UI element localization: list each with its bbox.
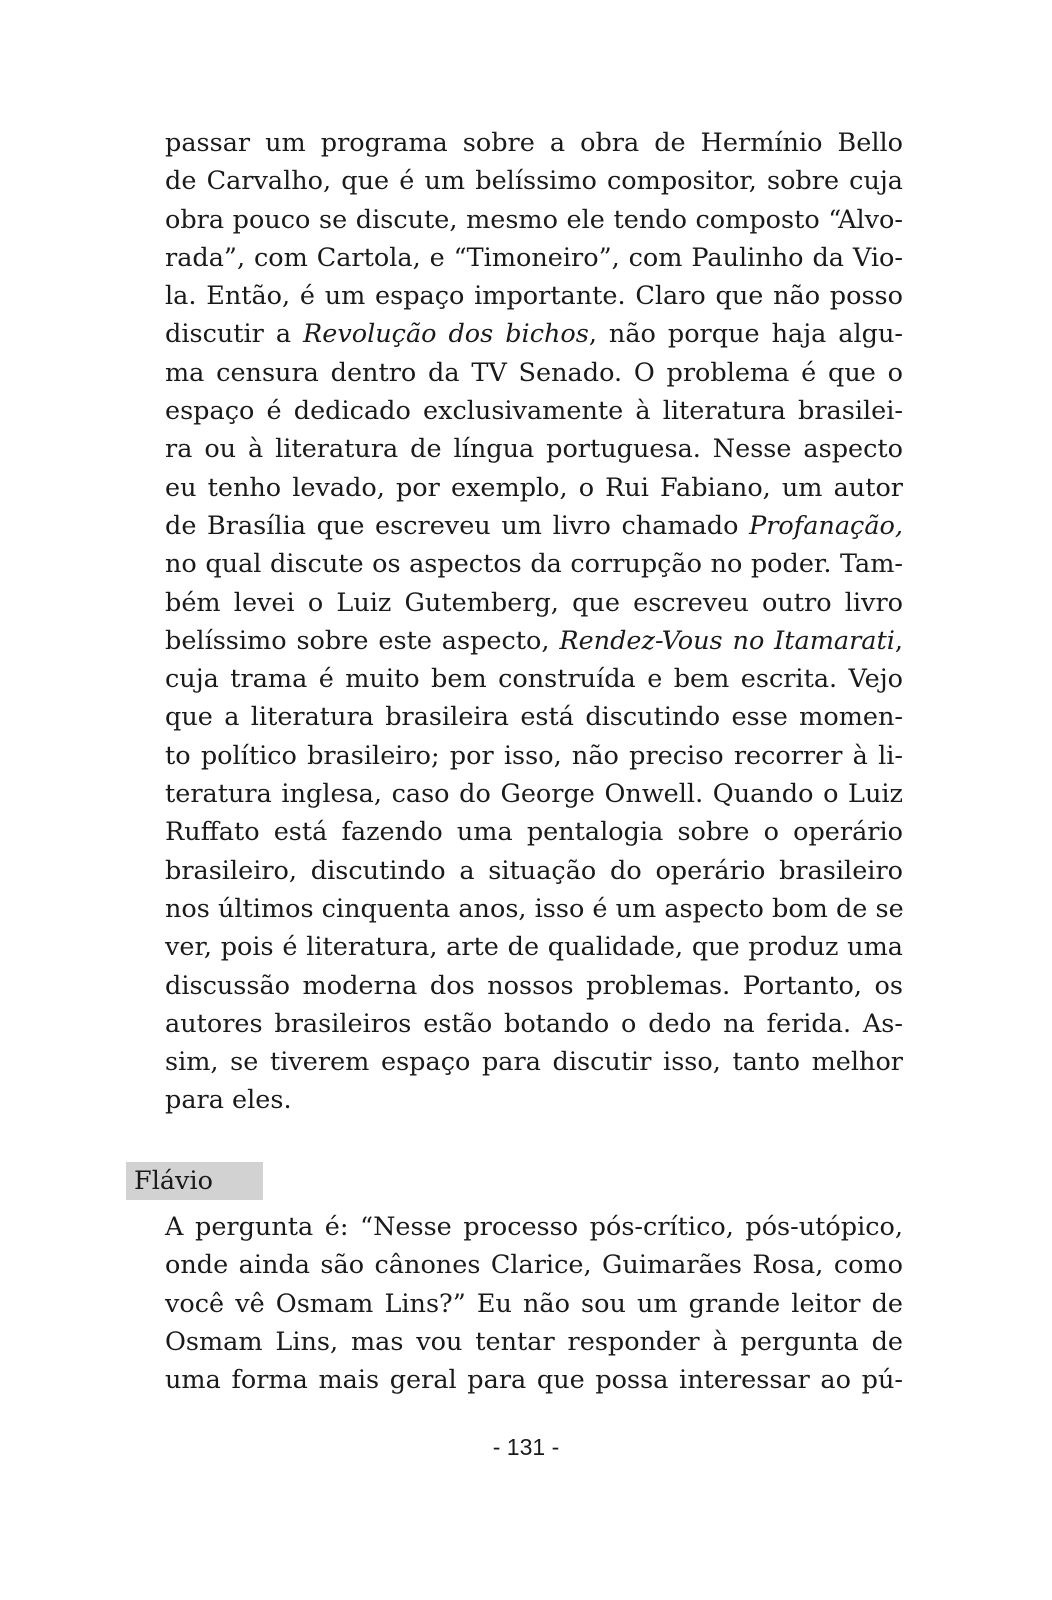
speaker-label — [126, 1162, 263, 1200]
text-line — [165, 469, 903, 507]
text-line — [165, 622, 903, 660]
text-line — [165, 545, 903, 583]
text-run: , — [894, 625, 903, 656]
text-line — [165, 813, 903, 851]
text-run: ra ou à literatura de língua portuguesa. Nesse aspecto — [165, 434, 903, 465]
text-line — [165, 507, 903, 545]
text-line — [165, 1285, 903, 1323]
text-run: cuja trama é muito bem construída e bem escrita. Vejo — [165, 664, 903, 695]
text-run: Ruffato está fazendo uma pentalogia sobre o operário — [165, 817, 903, 848]
text-run: você vê Osmam Lins?” Eu não sou um grande leitor de — [165, 1288, 903, 1319]
text-line — [165, 737, 903, 775]
text-run: , não porque haja algu- — [588, 319, 904, 350]
body-paragraph-2 — [165, 1208, 903, 1399]
text-line — [165, 698, 903, 736]
text-run: teratura inglesa, caso do George Onwell. Quando o Luiz — [165, 779, 903, 810]
text-run: brasileiro, discutindo a situação do operário brasileiro — [165, 855, 903, 886]
text-run: rada”, com Cartola, e “Timoneiro”, com Paulinho da Vio- — [165, 242, 903, 273]
text-line — [165, 967, 903, 1005]
text-line — [165, 660, 903, 698]
body-paragraph-1 — [165, 124, 903, 1120]
text-line — [165, 1005, 903, 1043]
text-line — [165, 392, 903, 430]
text-line — [165, 1043, 903, 1081]
italic-title: Rendez-Vous no Itamarati — [559, 625, 895, 656]
text-line — [165, 1246, 903, 1284]
text-run: discussão moderna dos nossos problemas. Portanto, os — [165, 970, 903, 1001]
text-line — [165, 1081, 903, 1119]
text-line — [165, 201, 903, 239]
text-run: A pergunta é: “Nesse processo pós-crítico, pós-utópico, — [165, 1212, 903, 1242]
text-line — [165, 315, 903, 353]
text-run: onde ainda são cânones Clarice, Guimarães Rosa, como — [165, 1250, 903, 1281]
text-run: la. Então, é um espaço importante. Claro que não posso — [165, 281, 903, 312]
text-run: ver, pois é literatura, arte de qualidade, que produz uma — [165, 932, 903, 963]
text-run: ma censura dentro da TV Senado. O problema é que o — [165, 357, 903, 388]
text-run: eu tenho levado, por exemplo, o Rui Fabiano, um autor — [165, 472, 903, 503]
speaker-name: Flávio — [134, 1166, 213, 1196]
text-line — [165, 852, 903, 890]
text-run: bém levei o Luiz Gutemberg, que escreveu outro livro — [165, 587, 903, 618]
text-run: Osmam Lins, mas vou tentar responder à pergunta de — [165, 1326, 903, 1357]
text-line — [165, 1208, 903, 1246]
text-run: que a literatura brasileira está discutindo esse momen- — [165, 702, 903, 733]
italic-title: Profanação, — [749, 510, 903, 541]
text-run: uma forma mais geral para que possa interessar ao pú- — [165, 1365, 903, 1396]
text-run: de Carvalho, que é um belíssimo compositor, sobre cuja — [165, 166, 903, 197]
text-run: sim, se tiverem espaço para discutir isso, tanto melhor — [165, 1047, 903, 1078]
text-run: para eles. — [165, 1085, 292, 1116]
text-run: discutir a — [165, 319, 304, 350]
text-line — [165, 124, 903, 162]
text-line — [165, 354, 903, 392]
text-run: no qual discute os aspectos da corrupção no poder. Tam- — [165, 549, 903, 580]
italic-title: Revolução dos bichos — [303, 319, 589, 350]
text-run: espaço é dedicado exclusivamente à literatura brasilei- — [165, 396, 903, 427]
text-line — [165, 1361, 903, 1399]
text-run: obra pouco se discute, mesmo ele tendo composto “Alvo- — [165, 204, 903, 235]
text-line — [165, 162, 903, 200]
page-number: - 131 - — [492, 1434, 560, 1460]
text-line — [165, 584, 903, 622]
text-line — [165, 1323, 903, 1361]
text-line — [165, 890, 903, 928]
text-line — [165, 430, 903, 468]
text-run: passar um programa sobre a obra de Hermínio Bello — [165, 128, 903, 158]
text-run: belíssimo sobre este aspecto, — [165, 625, 560, 656]
text-line — [165, 277, 903, 315]
text-run: to político brasileiro; por isso, não preciso recorrer à li- — [165, 740, 903, 771]
text-run: de Brasília que escreveu um livro chamado — [165, 510, 750, 541]
text-run: nos últimos cinquenta anos, isso é um aspecto bom de se — [165, 893, 904, 924]
text-run: autores brasileiros estão botando o dedo na ferida. As- — [165, 1008, 903, 1039]
text-line — [165, 928, 903, 966]
text-line — [165, 775, 903, 813]
text-line — [165, 239, 903, 277]
